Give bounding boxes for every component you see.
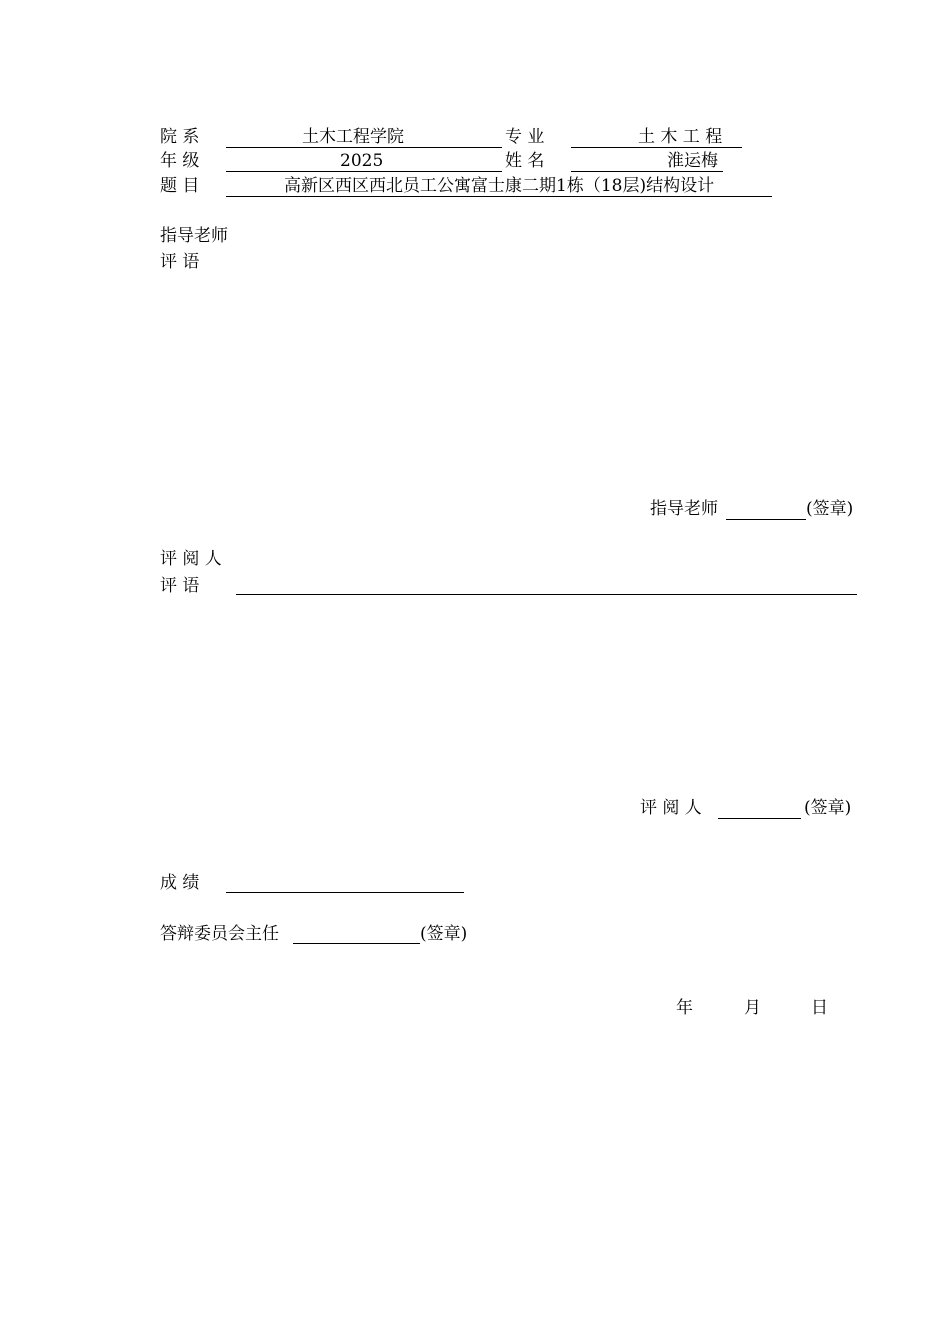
chair-label: 答辩委员会主任 xyxy=(160,924,279,944)
reviewer-label: 评 阅 人 xyxy=(160,549,222,569)
date-day: 日 xyxy=(811,998,828,1018)
advisor-label: 指导老师 xyxy=(160,226,228,246)
name-field xyxy=(571,151,723,172)
name-label: 姓 名 xyxy=(505,151,545,171)
dept-label: 院 系 xyxy=(160,127,200,147)
chair-sign-suffix: (签章) xyxy=(420,924,468,944)
major-label: 专 业 xyxy=(505,127,545,147)
advisor-comment-label: 评 语 xyxy=(160,252,200,272)
major-value: 土 木 工 程 xyxy=(638,127,723,147)
grade-label: 年 级 xyxy=(160,151,200,171)
major-field xyxy=(571,127,742,148)
reviewer-sign-suffix: (签章) xyxy=(804,798,852,818)
topic-label: 题 目 xyxy=(160,176,200,196)
reviewer-comment-label: 评 语 xyxy=(160,576,200,596)
reviewer-sign-label: 评 阅 人 xyxy=(640,798,702,818)
advisor-sign-label: 指导老师 xyxy=(650,499,718,519)
date-year: 年 xyxy=(676,998,693,1018)
grade-value: 2025 xyxy=(340,151,384,171)
reviewer-comment-line xyxy=(236,574,857,595)
dept-value: 土木工程学院 xyxy=(302,127,404,147)
grade-field xyxy=(226,151,502,172)
topic-value: 高新区西区西北员工公寓富士康二期1栋（18层)结构设计 xyxy=(284,176,715,196)
score-label: 成 绩 xyxy=(160,873,200,893)
advisor-sign-suffix: (签章) xyxy=(806,499,854,519)
advisor-sign-field xyxy=(726,499,806,520)
name-value: 淮运梅 xyxy=(667,151,718,171)
topic-field xyxy=(226,176,772,197)
dept-field xyxy=(226,127,502,148)
date-month: 月 xyxy=(744,998,761,1018)
chair-sign-field xyxy=(293,923,420,944)
score-field xyxy=(226,872,464,893)
reviewer-sign-field xyxy=(718,798,801,819)
